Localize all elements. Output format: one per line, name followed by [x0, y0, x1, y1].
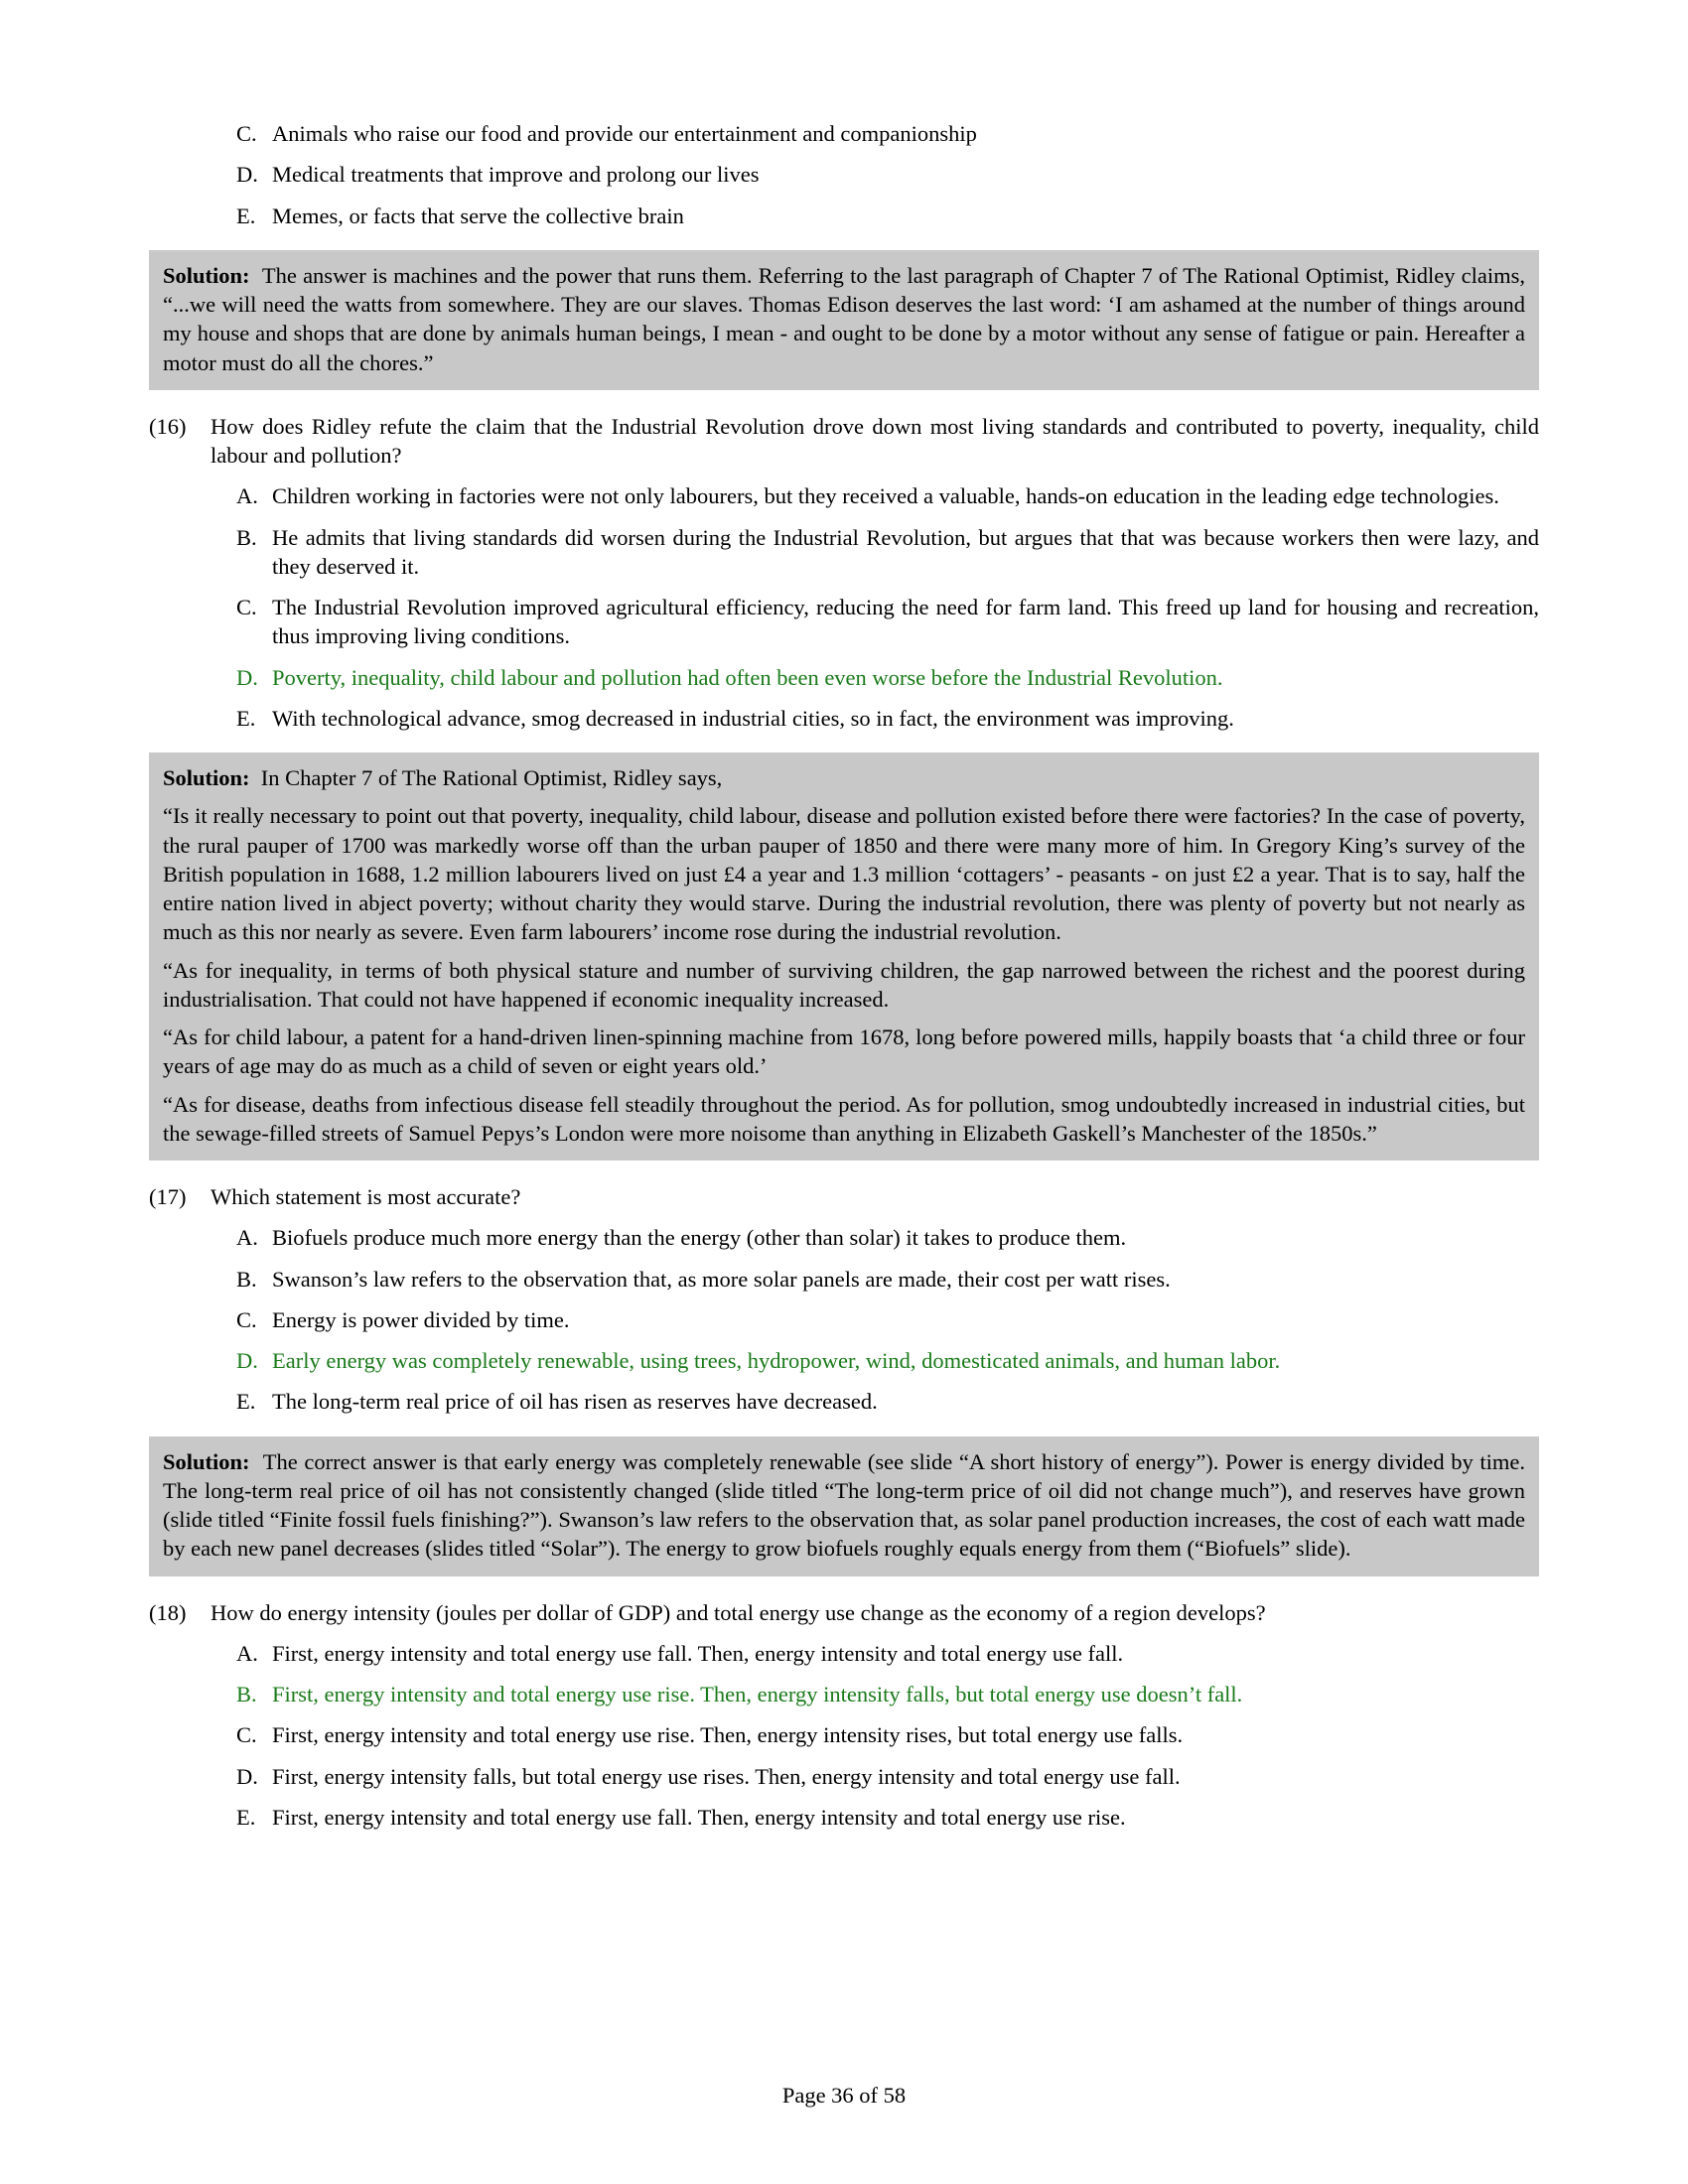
- choice-letter: D.: [236, 1763, 258, 1789]
- page-footer: Page 36 of 58: [781, 2083, 907, 2108]
- choice-letter: B.: [236, 1682, 257, 1706]
- choice-letter: D.: [236, 162, 258, 188]
- solution-paragraph: “As for child labour, a patent for a hand-driven linen-spinning machine from 1678, long before powered mills, happily boasts that ‘a child three or four years of age may do as much as a child of seven or eight years old.’: [163, 1024, 1525, 1079]
- question-number: (16): [149, 413, 187, 439]
- question-prompt: Which statement is most accurate?: [211, 1184, 521, 1209]
- solution-text: The correct answer is that early energy was completely renewable (see slide “A short history of energy”). Power is energy divided by time. The long-term real price of oil has not consistently changed (slide titled “The long-term price of oil did not change much”), and reserves have grown (slide titled “Finite fossil fuels finishing?”). Swanson’s law refers to the observation that, as solar panel production increases, the cost of each watt made by each new panel decreases (slides titled “Solar”). The energy to grow biofuels roughly equals energy from them (“Biofuels” slide).: [163, 1448, 1525, 1562]
- choice-text: Energy is power divided by time.: [272, 1306, 570, 1332]
- choice-text: Early energy was completely renewable, using trees, hydropower, wind, domesticated animals, and human labor.: [272, 1348, 1281, 1373]
- solution-paragraph: “As for inequality, in terms of both physical stature and number of surviving children, the gap narrowed between the richest and the poorest during industrialisation. That could not have happened if economic inequality increased.: [163, 957, 1525, 1012]
- question-16: [149, 412, 1539, 471]
- choice-text: First, energy intensity falls, but total energy use rises. Then, energy intensity and total energy use fall.: [272, 1763, 1181, 1789]
- solution-box-16: [149, 752, 1539, 1160]
- list-item: [149, 202, 1539, 230]
- choice-letter: C.: [236, 121, 257, 146]
- list-item: [149, 523, 1539, 582]
- choice-letter: C.: [236, 1722, 257, 1748]
- question-18: [149, 1598, 1539, 1627]
- solution-paragraph: “As for disease, deaths from infectious disease fell steadily throughout the period. As for pollution, smog undoubtedly increased in industrial cities, but the sewage-filled streets of Samuel Pepys’s London were more noisome than anything in Elizabeth Gaskell’s Manchester of the 1850s.”: [163, 1091, 1525, 1146]
- list-item: [149, 481, 1539, 510]
- choice-letter: E.: [236, 1389, 256, 1415]
- choice-text: Swanson’s law refers to the observation that, as more solar panels are made, their cost per watt rises.: [272, 1266, 1171, 1292]
- choice-letter: D.: [236, 664, 258, 690]
- question-prompt: How does Ridley refute the claim that the Industrial Revolution drove down most living standards and contributed to poverty, inequality, child labour and pollution?: [211, 413, 1539, 468]
- choice-letter: E.: [236, 203, 256, 228]
- question-number: (17): [149, 1184, 187, 1209]
- choice-list-17: [149, 1223, 1539, 1416]
- choice-text: Memes, or facts that serve the collective brain: [272, 203, 684, 228]
- choice-text: First, energy intensity and total energy use rise. Then, energy intensity falls, but total energy use doesn’t fall.: [272, 1682, 1243, 1706]
- choice-text: Poverty, inequality, child labour and pollution had often been even worse before the Industrial Revolution.: [272, 664, 1223, 690]
- solution-label: Solution:: [163, 1448, 250, 1474]
- solution-box: [149, 250, 1539, 390]
- choice-letter: A.: [236, 483, 258, 509]
- choice-text: First, energy intensity and total energy use rise. Then, energy intensity rises, but total energy use falls.: [272, 1722, 1184, 1748]
- list-item: [149, 1305, 1539, 1334]
- orphan-choice-list: [149, 119, 1539, 230]
- list-item-correct: [149, 1680, 1539, 1708]
- solution-label: Solution:: [163, 765, 250, 790]
- choice-text: First, energy intensity and total energy use fall. Then, energy intensity and total energy use fall.: [272, 1640, 1124, 1666]
- choice-text: Animals who raise our food and provide our entertainment and companionship: [272, 121, 977, 146]
- choice-list-18: [149, 1639, 1539, 1832]
- choice-text: Children working in factories were not only labourers, but they received a valuable, hands-on education in the leading edge technologies.: [272, 483, 1499, 509]
- choice-text: Biofuels produce much more energy than the energy (other than solar) it takes to produce them.: [272, 1225, 1127, 1251]
- choice-letter: A.: [236, 1225, 258, 1251]
- list-item: [149, 593, 1539, 651]
- choice-letter: E.: [236, 1804, 256, 1830]
- solution-text: In Chapter 7 of The Rational Optimist, Ridley says,: [260, 765, 723, 790]
- choice-letter: C.: [236, 1306, 257, 1332]
- question-17: [149, 1182, 1539, 1211]
- list-item: [149, 1762, 1539, 1791]
- solution-paragraph: [163, 763, 1525, 792]
- list-item: [149, 160, 1539, 189]
- choice-letter: D.: [236, 1348, 258, 1373]
- choice-text: The Industrial Revolution improved agricultural efficiency, reducing the need for farm land. This freed up land for housing and recreation, thus improving living conditions.: [272, 595, 1539, 649]
- list-item: [149, 1803, 1539, 1832]
- list-item: [149, 1387, 1539, 1416]
- solution-paragraph: “Is it really necessary to point out that poverty, inequality, child labour, disease and pollution existed before there were factories? In the case of poverty, the rural pauper of 1700 was markedly worse off than the urban pauper of 1850 and there were many more of him. In Gregory King’s survey of the British population in 1688, 1.2 million labourers lived on just £4 a year and 1.3 million ‘cottagers’ - peasants - on just £2 a year. That is to say, half the entire nation lived in abject poverty; without charity they would starve. During the industrial revolution, there was plenty of poverty but not nearly as much as this nor nearly as severe. Even farm labourers’ income rose during the industrial revolution.: [163, 803, 1525, 945]
- choice-text: Medical treatments that improve and prolong our lives: [272, 162, 760, 188]
- page-content: [149, 119, 1539, 1832]
- choice-letter: A.: [236, 1640, 258, 1666]
- choice-list-16: [149, 481, 1539, 733]
- choice-letter: C.: [236, 595, 257, 619]
- list-item: [149, 1720, 1539, 1749]
- solution-paragraph: [163, 261, 1525, 377]
- choice-letter: B.: [236, 524, 257, 550]
- solution-paragraph: [163, 1447, 1525, 1564]
- solution-label: Solution:: [163, 262, 250, 288]
- list-item-correct: [149, 1346, 1539, 1375]
- list-item: [149, 1223, 1539, 1252]
- question-number: (18): [149, 1599, 187, 1625]
- solution-box-17: [149, 1436, 1539, 1576]
- list-item: [149, 704, 1539, 733]
- list-item: [149, 119, 1539, 148]
- solution-text: The answer is machines and the power that runs them. Referring to the last paragraph of Chapter 7 of The Rational Optimist, Ridley claims, “...we will need the watts from somewhere. They are our slaves. Thomas Edison deserves the last word: ‘I am ashamed at the number of things around my house and shops that are done by animals human beings, I mean - and ought to be done by a motor without any sense of fatigue or pain. Hereafter a motor must do all the chores.”: [163, 262, 1525, 375]
- choice-text: First, energy intensity and total energy use fall. Then, energy intensity and total energy use rise.: [272, 1804, 1126, 1830]
- list-item: [149, 1639, 1539, 1668]
- list-item: [149, 1265, 1539, 1294]
- list-item-correct: [149, 663, 1539, 692]
- choice-letter: B.: [236, 1266, 257, 1292]
- choice-text: The long-term real price of oil has risen as reserves have decreased.: [272, 1389, 878, 1415]
- choice-letter: E.: [236, 705, 256, 731]
- choice-text: With technological advance, smog decreased in industrial cities, so in fact, the environment was improving.: [272, 705, 1234, 731]
- question-prompt: How do energy intensity (joules per dollar of GDP) and total energy use change as the economy of a region develops?: [211, 1599, 1266, 1625]
- choice-text: He admits that living standards did worsen during the Industrial Revolution, but argues that that was because workers then were lazy, and they deserved it.: [272, 524, 1539, 579]
